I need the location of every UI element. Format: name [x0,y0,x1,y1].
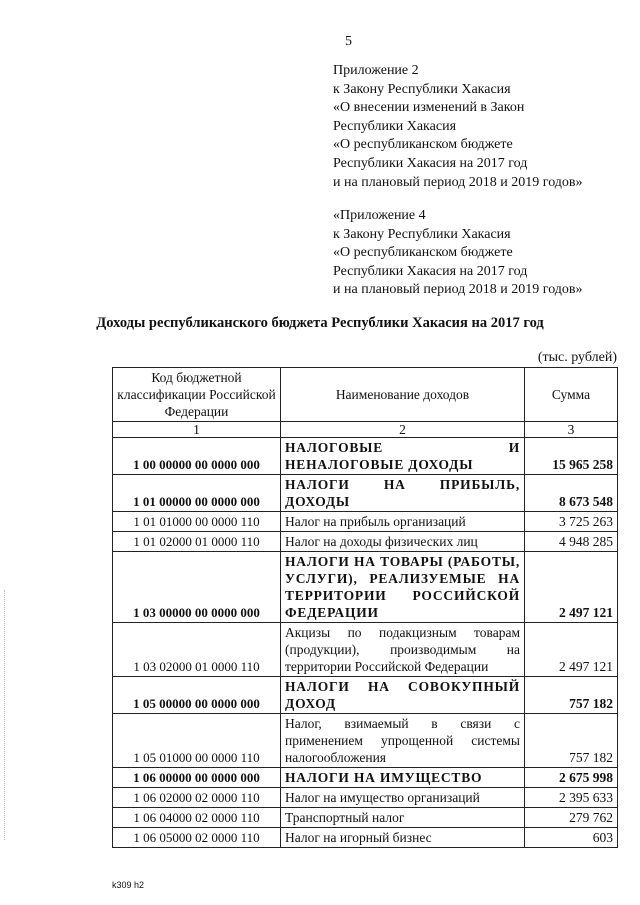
table-row [113,623,618,677]
row-name: НАЛОГИ НА ТОВАРЫ (РАБОТЫ, УСЛУГИ), РЕАЛИЗУЕМЫЕ НА ТЕРРИТОРИИ РОССИЙСКОЙ ФЕДЕРАЦИИ [281,552,525,623]
table-row [113,768,618,788]
row-sum: 2 497 121 [525,552,618,623]
margin-mark [4,590,6,840]
table-row [113,552,618,623]
row-code: 1 06 04000 02 0000 110 [113,808,281,828]
row-code: 1 01 01000 00 0000 110 [113,512,281,532]
row-name: Акцизы по подакцизным товарам (продукции), производимым на территории Российской Федерации [281,623,525,677]
row-sum: 2 675 998 [525,768,618,788]
row-code: 1 03 02000 01 0000 110 [113,623,281,677]
row-sum: 279 762 [525,808,618,828]
appendix-line: «О республиканском бюджете [333,137,513,153]
appendix-line: Республики Хакасия [333,118,457,134]
appendix-line: Приложение 2 [333,63,419,78]
row-name: Налог на прибыль организаций [281,512,525,532]
table-body [113,438,618,848]
header-sum: Сумма [525,368,618,422]
units-label: (тыс. рублей) [537,350,617,365]
column-number: 2 [281,422,525,438]
row-name: Налог на игорный бизнес [281,828,525,848]
table-row [113,677,618,714]
appendix-line: Республики Хакасия на 2017 год [333,263,528,279]
row-name: НАЛОГИ НА ПРИБЫЛЬ, ДОХОДЫ [281,475,525,512]
row-code: 1 05 00000 00 0000 000 [113,677,281,714]
row-name: НАЛОГОВЫЕ И НЕНАЛОГОВЫЕ ДОХОДЫ [281,438,525,475]
row-name: Транспортный налог [281,808,525,828]
document-title: Доходы республиканского бюджета Республики Хакасия на 2017 год [96,315,544,331]
row-code: 1 05 01000 00 0000 110 [113,714,281,768]
row-sum: 757 182 [525,714,618,768]
row-sum: 3 725 263 [525,512,618,532]
column-number-row [113,422,618,438]
table-row [113,828,618,848]
row-sum: 8 673 548 [525,475,618,512]
appendix-line: и на плановый период 2018 и 2019 годов» [333,174,583,190]
row-name: НАЛОГИ НА ИМУЩЕСТВО [281,768,525,788]
appendix-line: Республики Хакасия на 2017 год [333,155,528,171]
table-row [113,788,618,808]
appendix-2-header [333,62,583,192]
row-sum: 603 [525,828,618,848]
table-row [113,438,618,475]
table-row [113,808,618,828]
header-name: Наименование доходов [281,368,525,422]
row-sum: 757 182 [525,677,618,714]
appendix-line: к Закону Республики Хакасия [333,81,511,97]
row-code: 1 03 00000 00 0000 000 [113,552,281,623]
table-header-row [113,368,618,422]
row-name: НАЛОГИ НА СОВОКУПНЫЙ ДОХОД [281,677,525,714]
row-sum: 4 948 285 [525,532,618,552]
table-row [113,512,618,532]
row-code: 1 01 00000 00 0000 000 [113,475,281,512]
row-code: 1 01 02000 01 0000 110 [113,532,281,552]
appendix-4-header [333,207,583,300]
row-name: Налог на имущество организаций [281,788,525,808]
column-number: 1 [113,422,281,438]
row-code: 1 06 05000 02 0000 110 [113,828,281,848]
row-sum: 2 395 633 [525,788,618,808]
row-name: Налог на доходы физических лиц [281,532,525,552]
table-row [113,714,618,768]
row-name: Налог, взимаемый в связи с применением упрощенной системы налогообложения [281,714,525,768]
footer-code: k309 h2 [112,880,145,890]
appendix-line: к Закону Республики Хакасия [333,226,511,242]
row-code: 1 06 02000 02 0000 110 [113,788,281,808]
header-code: Код бюджетной классификации Российской Федерации [113,368,281,422]
row-sum: 2 497 121 [525,623,618,677]
row-sum: 15 965 258 [525,438,618,475]
appendix-line: и на плановый период 2018 и 2019 годов» [333,282,583,298]
budget-table [112,367,618,848]
appendix-line: «О внесении изменений в Закон [333,100,525,116]
appendix-line: «О республиканском бюджете [333,245,513,261]
appendix-line: «Приложение 4 [333,208,426,223]
table-row [113,475,618,512]
column-number: 3 [525,422,618,438]
page-number: 5 [345,34,352,49]
row-code: 1 06 00000 00 0000 000 [113,768,281,788]
row-code: 1 00 00000 00 0000 000 [113,438,281,475]
table-row [113,532,618,552]
